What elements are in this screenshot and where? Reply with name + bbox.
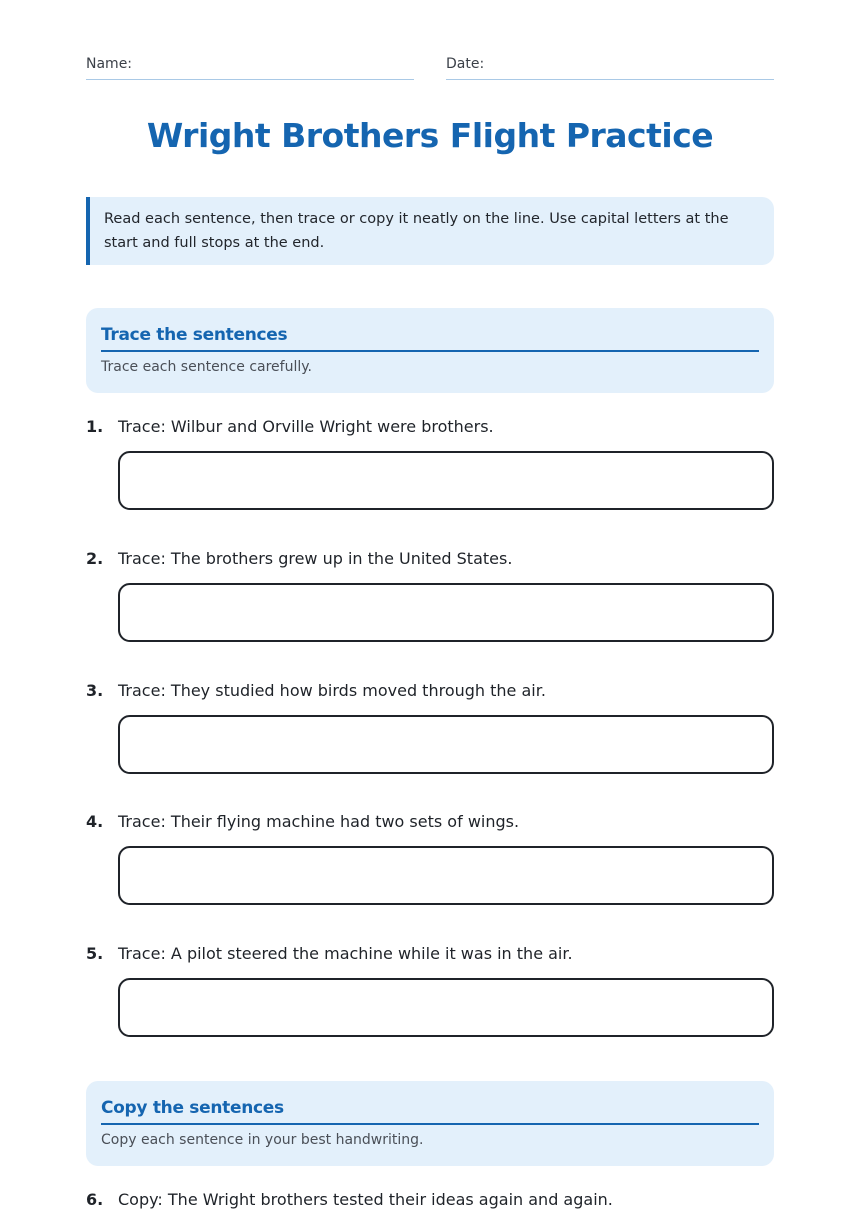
- section-trace: [86, 308, 774, 393]
- question-prompt: Copy: The Wright brothers tested their ideas again and again.: [118, 1190, 613, 1209]
- instructions-box: Read each sentence, then trace or copy it neatly on the line. Use capital letters at the start and full stops at the end.: [86, 197, 774, 265]
- question-number: 6.: [86, 1190, 104, 1209]
- name-field[interactable]: [86, 54, 414, 80]
- section-subtitle: Trace each sentence carefully.: [101, 359, 312, 375]
- section-copy: [86, 1081, 774, 1166]
- question-number: 4.: [86, 812, 104, 831]
- section-subtitle: Copy each sentence in your best handwriting.: [101, 1132, 424, 1148]
- answer-box[interactable]: [118, 978, 774, 1037]
- answer-box[interactable]: [118, 583, 774, 642]
- header-row: [86, 54, 774, 80]
- date-field[interactable]: [446, 54, 774, 80]
- question-number: 3.: [86, 681, 104, 700]
- section-title: Trace the sentences: [101, 322, 759, 352]
- name-label: Name:: [86, 56, 133, 72]
- question-prompt: Trace: Wilbur and Orville Wright were brothers.: [118, 417, 494, 436]
- question-number: 2.: [86, 549, 104, 568]
- answer-box[interactable]: [118, 451, 774, 510]
- answer-box[interactable]: [118, 846, 774, 905]
- section-title: Copy the sentences: [101, 1095, 759, 1125]
- question-prompt: Trace: A pilot steered the machine while it was in the air.: [118, 944, 573, 963]
- question-number: 1.: [86, 417, 104, 436]
- date-label: Date:: [446, 56, 485, 72]
- page-title: Wright Brothers Flight Practice: [146, 116, 714, 155]
- question-prompt: Trace: They studied how birds moved through the air.: [118, 681, 546, 700]
- question-prompt: Trace: The brothers grew up in the United States.: [118, 549, 513, 568]
- question-number: 5.: [86, 944, 104, 963]
- question-prompt: Trace: Their flying machine had two sets of wings.: [118, 812, 520, 831]
- answer-box[interactable]: [118, 715, 774, 774]
